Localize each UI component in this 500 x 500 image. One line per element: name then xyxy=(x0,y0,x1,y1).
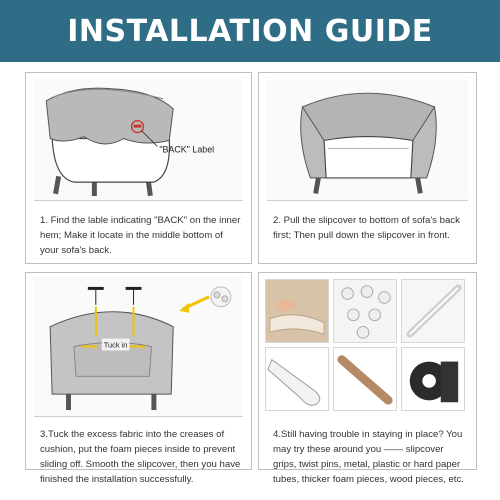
back-label-callout: "BACK" Label xyxy=(159,144,215,155)
step-3-panel xyxy=(25,272,252,485)
armchair-covered-image xyxy=(267,79,468,200)
twist-pins-thumb xyxy=(333,279,397,343)
page-title: INSTALLATION GUIDE xyxy=(67,13,433,49)
step-2-panel xyxy=(258,72,477,264)
step-1-panel xyxy=(25,72,252,264)
step-3-illustration xyxy=(34,277,243,417)
armchair-tuck-image xyxy=(34,277,243,416)
header-banner xyxy=(0,0,500,62)
foam-roll-thumb xyxy=(401,347,465,411)
step-4-text: 4.Still having trouble in staying in place? You may try these around you —— slipcover grips, twist pins, metal, plastic or hard paper tubes, thicker foam pieces, wood pieces, etc. xyxy=(273,429,464,485)
step-2-text: 2. Pull the slipcover to bottom of sofa's back first; Then pull down the slipcover in front. xyxy=(273,215,460,241)
step-4-panel xyxy=(258,272,477,485)
tuck-in-callout: Tuck in xyxy=(103,340,128,350)
foam-piece-icon xyxy=(88,287,104,290)
step-2-illustration xyxy=(267,79,468,201)
alternatives-grid xyxy=(263,277,472,417)
step-1-text: 1. Find the lable indicating "BACK" on the inner hem; Make it locate in the middle bottom of your sofa's back. xyxy=(40,215,241,256)
step-3-text: 3.Tuck the excess fabric into the creases of cushion, put the foam pieces inside to prevent sliding off. Smooth the slipcover, then you have finished the installation successfully. xyxy=(40,429,241,485)
paper-tube-thumb xyxy=(333,347,397,411)
armchair-back-label-image xyxy=(34,79,243,200)
plastic-rod-thumb xyxy=(401,279,465,343)
step-1-illustration xyxy=(34,79,243,201)
clear-tube-thumb xyxy=(265,347,329,411)
foam-sheet-thumb xyxy=(265,279,329,343)
